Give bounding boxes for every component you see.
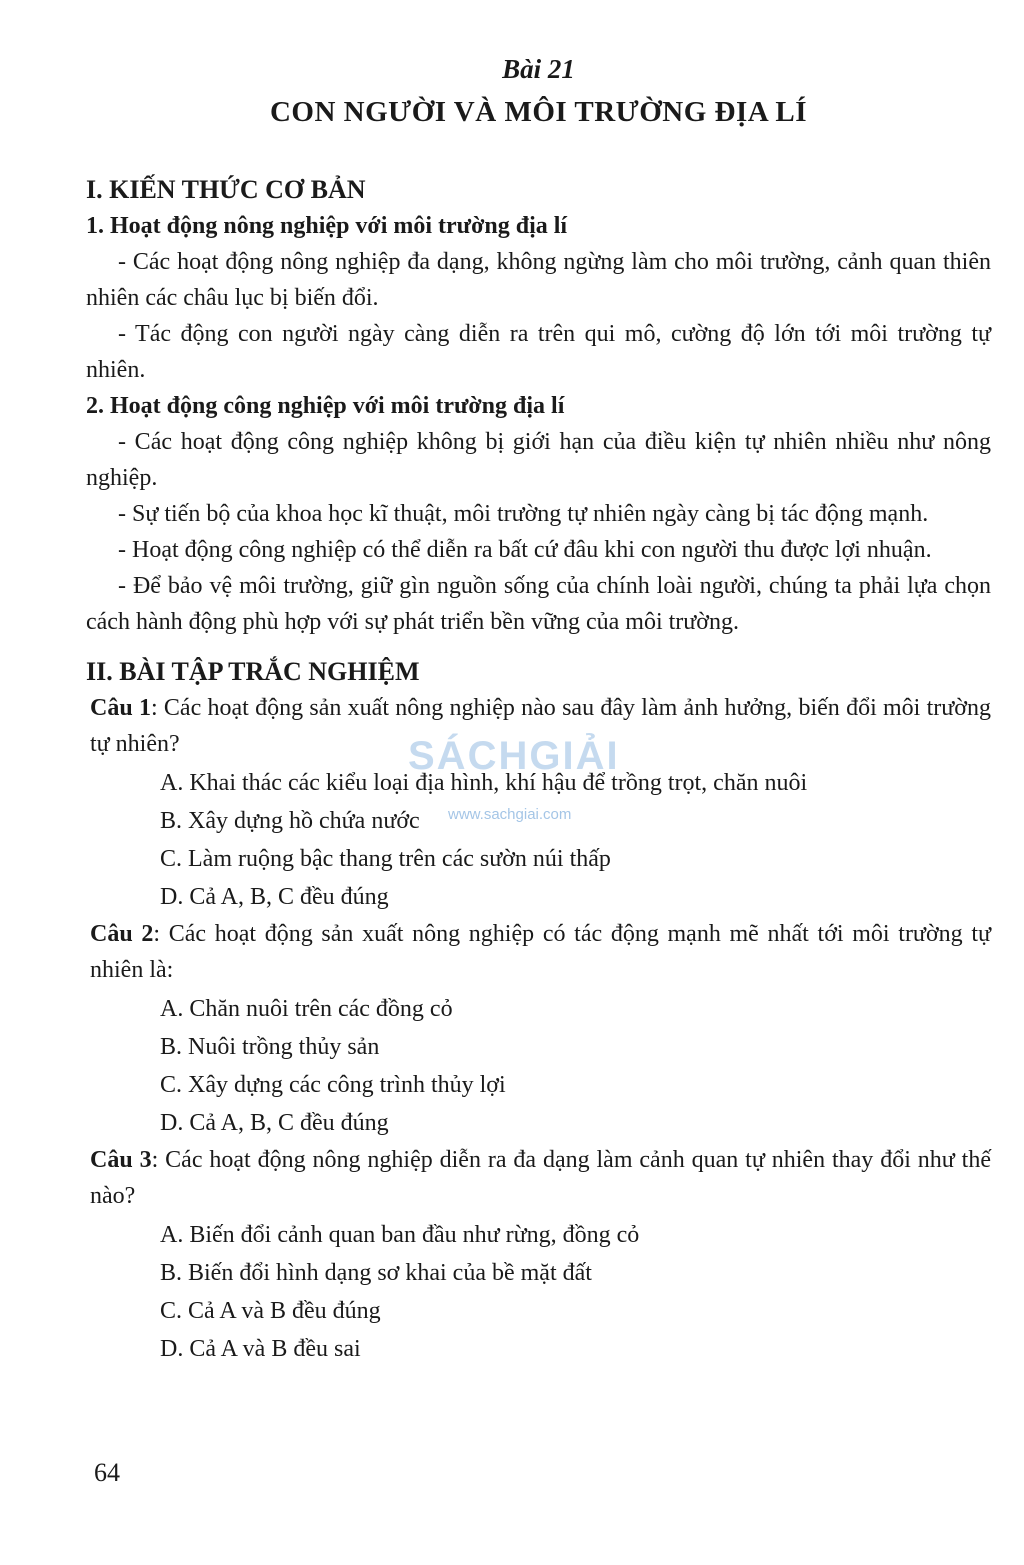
- paragraph: - Sự tiến bộ của khoa học kĩ thuật, môi trường tự nhiên ngày càng bị tác động mạnh.: [118, 501, 929, 527]
- answer-option: D. Cả A, B, C đều đúng: [160, 884, 389, 910]
- paragraph: - Hoạt động công nghiệp có thể diễn ra bất cứ đâu khi con người thu được lợi nhuận.: [118, 537, 932, 563]
- question-text: [86, 1142, 991, 1214]
- answer-option: D. Cả A, B, C đều đúng: [160, 1110, 389, 1136]
- section-1-heading: I. KIẾN THỨC CƠ BẢN: [86, 175, 366, 204]
- watermark-logo: SÁCHGIẢI: [408, 734, 620, 778]
- paragraph: - Các hoạt động công nghiệp không bị giới hạn của điều kiện tự nhiên nhiều như nông nghiệp.: [86, 429, 991, 491]
- question-body: : Các hoạt động sản xuất nông nghiệp có tác động mạnh mẽ nhất tới môi trường tự nhiên là:: [90, 921, 991, 983]
- answer-option: B. Biến đổi hình dạng sơ khai của bề mặt đất: [160, 1260, 592, 1286]
- page-number: 64: [94, 1458, 120, 1487]
- subsection-1-heading: 1. Hoạt động nông nghiệp với môi trường địa lí: [86, 213, 568, 239]
- answer-option: D. Cả A và B đều sai: [160, 1336, 361, 1362]
- answer-option: A. Biến đổi cảnh quan ban đầu như rừng, đồng cỏ: [160, 1222, 640, 1248]
- subsection-2-heading: 2. Hoạt động công nghiệp với môi trường địa lí: [86, 393, 565, 419]
- answer-option: C. Xây dựng các công trình thủy lợi: [160, 1072, 506, 1098]
- paragraph: - Các hoạt động nông nghiệp đa dạng, không ngừng làm cho môi trường, cảnh quan thiên nhiên các châu lục bị biến đổi.: [86, 249, 991, 311]
- answer-option: C. Cả A và B đều đúng: [160, 1298, 381, 1324]
- question-label: Câu 3: [90, 1147, 152, 1173]
- question-label: Câu 1: [90, 695, 151, 721]
- answer-option: B. Xây dựng hồ chứa nước: [160, 808, 420, 834]
- answer-option: A. Chăn nuôi trên các đồng cỏ: [160, 996, 453, 1022]
- answer-option: A. Khai thác các kiểu loại địa hình, khí hậu để trồng trọt, chăn nuôi: [160, 770, 808, 796]
- page-content: [86, 50, 991, 1368]
- answer-option: C. Làm ruộng bậc thang trên các sườn núi thấp: [160, 846, 611, 872]
- question-label: Câu 2: [90, 921, 154, 947]
- section-2-heading: II. BÀI TẬP TRẮC NGHIỆM: [86, 657, 420, 686]
- question-body: : Các hoạt động sản xuất nông nghiệp nào sau đây làm ảnh hưởng, biến đổi môi trường tự nhiên?: [90, 695, 991, 757]
- lesson-title: CON NGƯỜI VÀ MÔI TRƯỜNG ĐỊA LÍ: [269, 96, 808, 128]
- answer-options: [160, 990, 991, 1142]
- answer-option: B. Nuôi trồng thủy sản: [160, 1034, 380, 1060]
- lesson-number: Bài 21: [502, 54, 575, 84]
- paragraph: - Để bảo vệ môi trường, giữ gìn nguồn sống của chính loài người, chúng ta phải lựa chọn cách hành động phù hợp với sự phát triển bền vững của môi trường.: [86, 573, 991, 635]
- question-text: [86, 690, 991, 762]
- paragraph: - Tác động con người ngày càng diễn ra trên qui mô, cường độ lớn tới môi trường tự nhiên.: [86, 321, 991, 383]
- question-text: [86, 916, 991, 988]
- question-1: [86, 690, 991, 916]
- question-3: [86, 1142, 991, 1368]
- answer-options: [160, 764, 991, 916]
- question-2: [86, 916, 991, 1142]
- answer-options: [160, 1216, 991, 1368]
- question-body: : Các hoạt động nông nghiệp diễn ra đa dạng làm cảnh quan tự nhiên thay đổi như thế nào?: [90, 1147, 991, 1209]
- watermark-url: www.sachgiai.com: [448, 806, 572, 823]
